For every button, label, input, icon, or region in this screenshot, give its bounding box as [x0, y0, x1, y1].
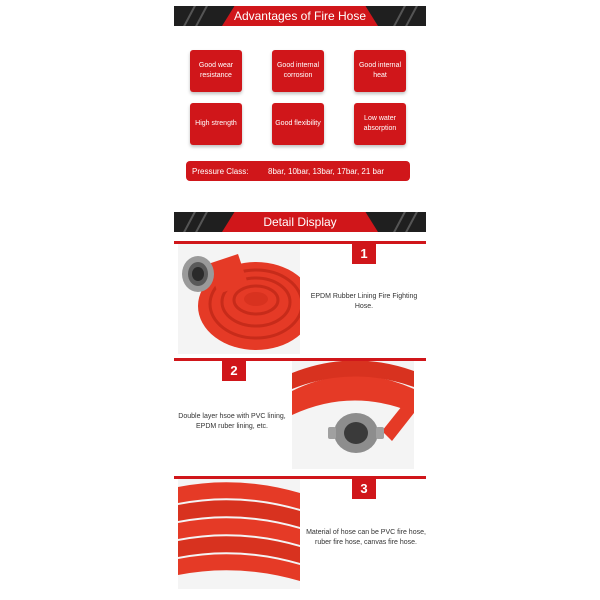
- advantages-header: [174, 6, 426, 26]
- pressure-class-label: Pressure Class:: [192, 166, 249, 176]
- stacked-fire-hose-icon: [178, 479, 300, 589]
- pressure-class-bar: [186, 161, 410, 181]
- feature-tile: Good flexibility: [272, 103, 324, 145]
- item-caption: Double layer hsoe with PVC lining, EPDM ruber lining, etc.: [178, 413, 286, 430]
- fire-hose-coupling-icon: [292, 361, 414, 469]
- item-number-badge: 2: [222, 361, 246, 381]
- hose-photo-2: [292, 361, 414, 469]
- detail-header: [174, 212, 426, 232]
- hose-photo-3: [178, 479, 300, 589]
- item-number-badge: 1: [352, 244, 376, 264]
- feature-tile: Good internal heat: [354, 50, 406, 92]
- feature-tile: High strength: [190, 103, 242, 145]
- item-number-badge: 3: [352, 479, 376, 499]
- item-caption: Material of hose can be PVC fire hose, ruber fire hose, canvas fire hose.: [306, 529, 426, 546]
- feature-tile: Good internal corrosion: [272, 50, 324, 92]
- feature-tile: Good wear resistance: [190, 50, 242, 92]
- coiled-fire-hose-icon: [178, 244, 300, 354]
- section-title: Detail Display: [263, 215, 337, 229]
- hose-photo-1: [178, 244, 300, 354]
- pressure-class-value: 8bar, 10bar, 13bar, 17bar, 21 bar: [268, 166, 385, 176]
- feature-tile: Low water absorption: [354, 103, 406, 145]
- item-caption: EPDM Rubber Lining Fire Fighting Hose.: [310, 293, 418, 310]
- section-title: Advantages of Fire Hose: [233, 9, 367, 23]
